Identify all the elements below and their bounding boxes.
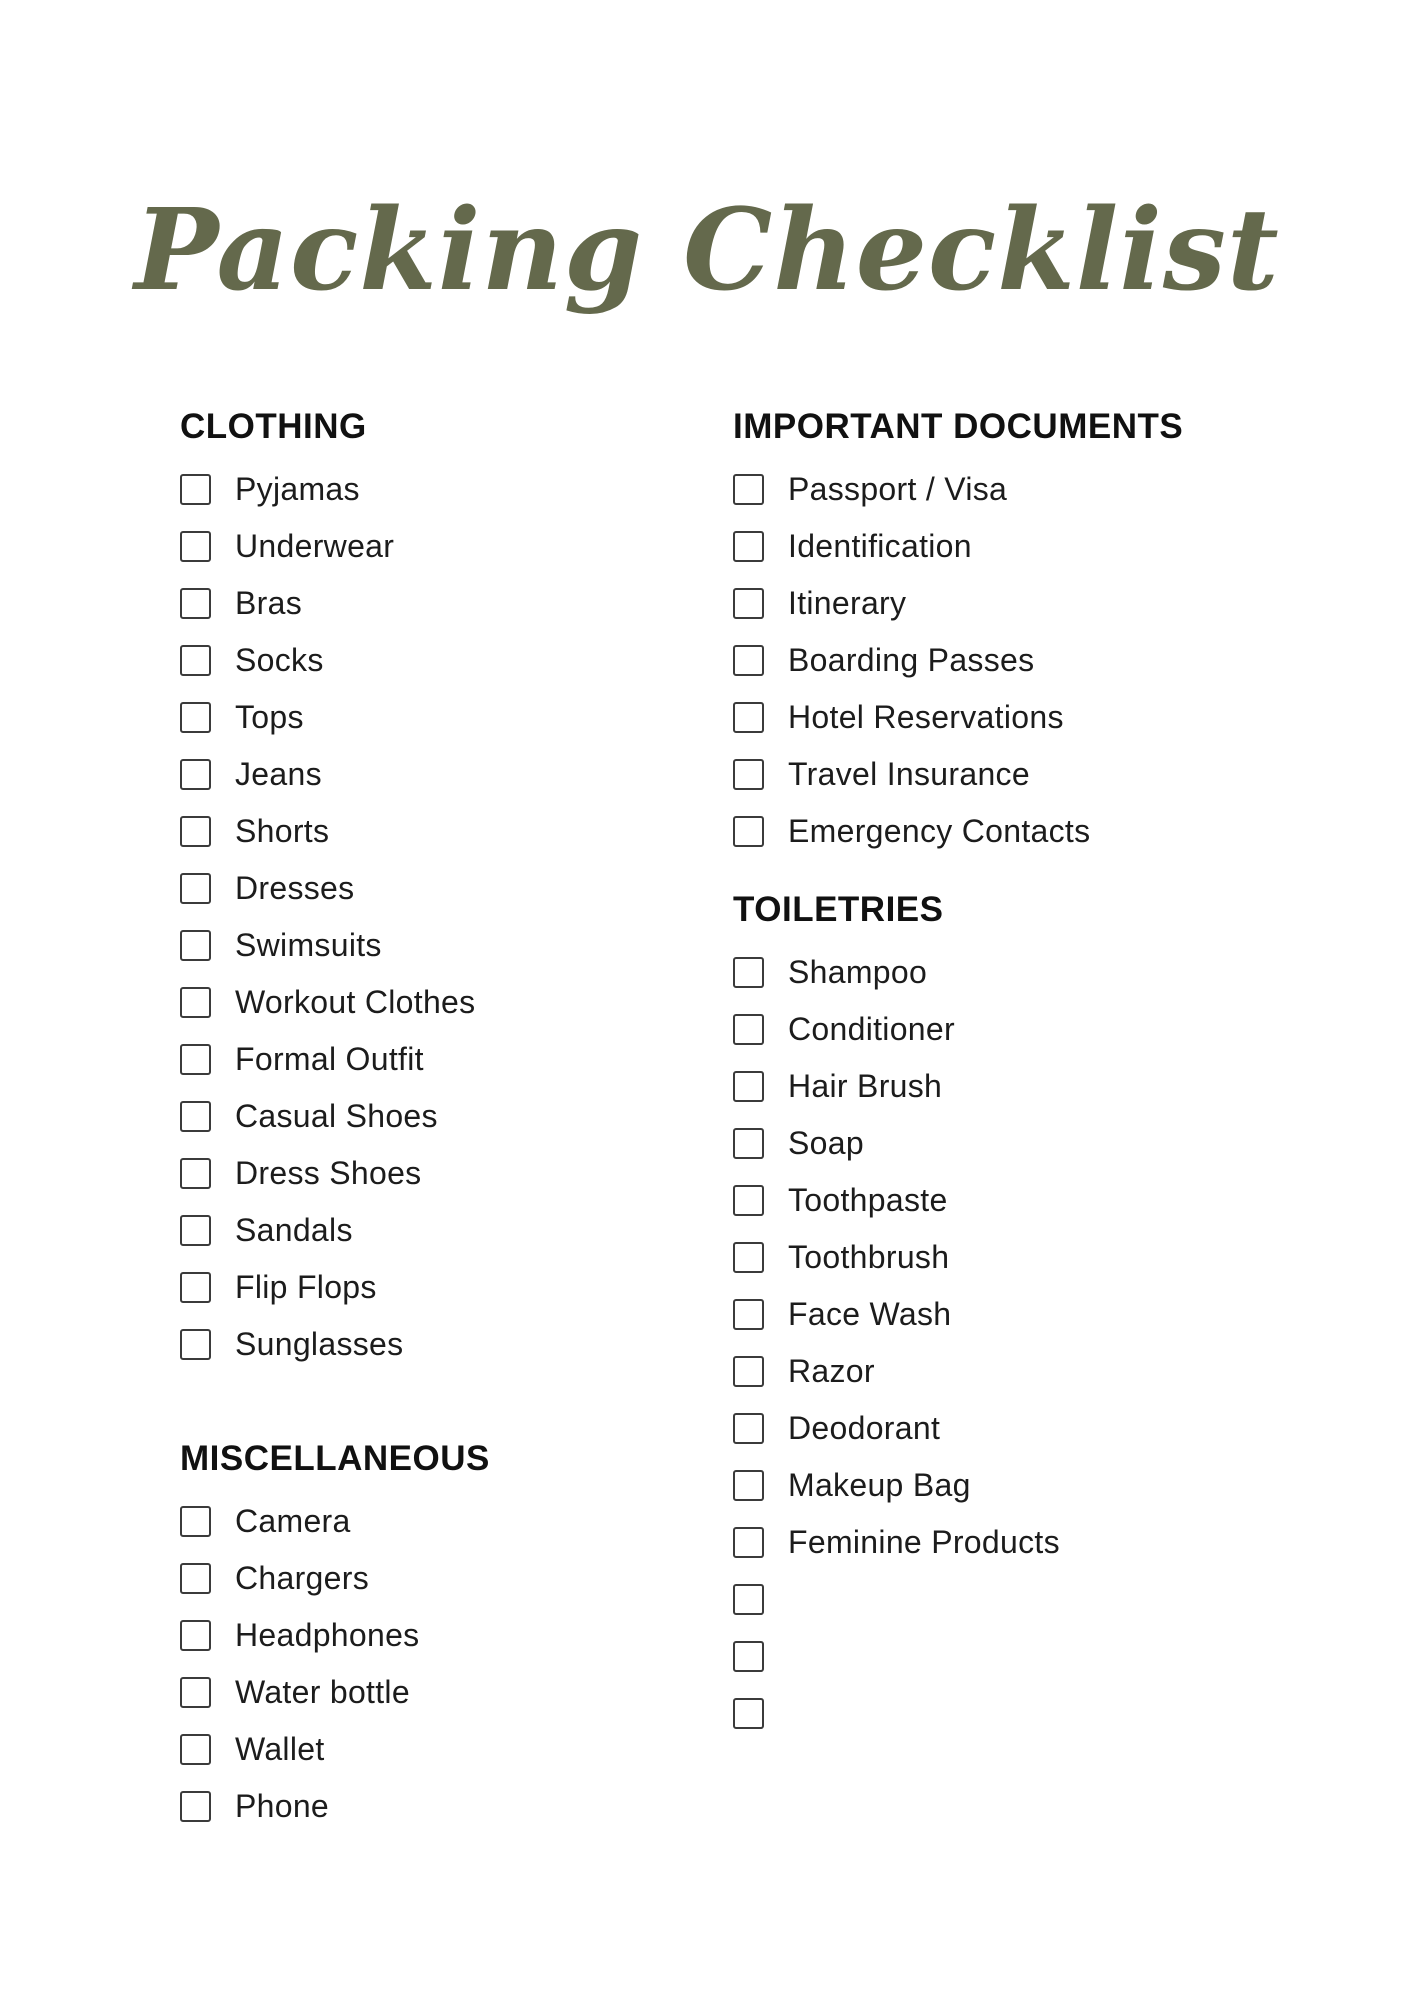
checklist-item xyxy=(733,518,1293,575)
checklist-item-label: Swimsuits xyxy=(235,927,382,963)
checkbox-unchecked-icon[interactable] xyxy=(180,1506,211,1537)
checkbox-unchecked-icon[interactable] xyxy=(733,1641,764,1672)
checklist-item xyxy=(733,1286,1293,1343)
checkbox-unchecked-icon[interactable] xyxy=(180,987,211,1018)
checkbox-unchecked-icon[interactable] xyxy=(733,957,764,988)
toiletries-list xyxy=(733,944,1293,1742)
checkbox-unchecked-icon[interactable] xyxy=(180,816,211,847)
section-heading-toiletries: TOILETRIES xyxy=(733,890,944,929)
checkbox-unchecked-icon[interactable] xyxy=(733,1071,764,1102)
checklist-item-label: Jeans xyxy=(235,756,322,792)
checklist-item-label: Tops xyxy=(235,699,304,735)
checkbox-unchecked-icon[interactable] xyxy=(733,1584,764,1615)
checklist-item xyxy=(180,1259,740,1316)
checklist-item xyxy=(733,1514,1293,1571)
checklist-item-label: Emergency Contacts xyxy=(788,813,1091,849)
checklist-item xyxy=(733,1172,1293,1229)
important-documents-list xyxy=(733,461,1293,860)
right-column xyxy=(733,405,1293,1742)
checkbox-unchecked-icon[interactable] xyxy=(180,1677,211,1708)
checklist-item xyxy=(733,803,1293,860)
checkbox-unchecked-icon[interactable] xyxy=(180,588,211,619)
page-title: Packing Checklist xyxy=(134,185,1280,316)
checklist-item xyxy=(733,944,1293,1001)
checkbox-unchecked-icon[interactable] xyxy=(180,531,211,562)
checklist-item-label: Headphones xyxy=(235,1617,420,1653)
checklist-item xyxy=(180,917,740,974)
checkbox-unchecked-icon[interactable] xyxy=(733,531,764,562)
spacer xyxy=(733,860,1293,888)
checklist-item-label: Formal Outfit xyxy=(235,1041,424,1077)
checklist-item-label: Face Wash xyxy=(788,1296,952,1332)
checklist-item xyxy=(733,1457,1293,1514)
checklist-item xyxy=(180,518,740,575)
checklist-item xyxy=(180,1721,740,1778)
checklist-item xyxy=(733,1685,1293,1742)
checklist-item-label: Dresses xyxy=(235,870,355,906)
checklist-item-label: Sunglasses xyxy=(235,1326,404,1362)
checklist-item-label: Chargers xyxy=(235,1560,370,1596)
checklist-item xyxy=(180,1145,740,1202)
checklist-item-label: Flip Flops xyxy=(235,1269,377,1305)
checkbox-unchecked-icon[interactable] xyxy=(733,816,764,847)
checkbox-unchecked-icon[interactable] xyxy=(733,1242,764,1273)
checklist-item-label: Itinerary xyxy=(788,585,907,621)
checkbox-unchecked-icon[interactable] xyxy=(733,1470,764,1501)
checklist-item xyxy=(733,746,1293,803)
checkbox-unchecked-icon[interactable] xyxy=(180,1734,211,1765)
checklist-item xyxy=(733,1628,1293,1685)
checklist-item-label: Identification xyxy=(788,528,972,564)
checkbox-unchecked-icon[interactable] xyxy=(733,1356,764,1387)
checkbox-unchecked-icon[interactable] xyxy=(180,1215,211,1246)
checklist-item xyxy=(733,689,1293,746)
checklist-item-label: Camera xyxy=(235,1503,351,1539)
clothing-list xyxy=(180,461,740,1373)
checkbox-unchecked-icon[interactable] xyxy=(180,1158,211,1189)
checklist-item-label: Soap xyxy=(788,1125,864,1161)
checklist-item-label: Conditioner xyxy=(788,1011,955,1047)
checkbox-unchecked-icon[interactable] xyxy=(733,1014,764,1045)
checklist-item xyxy=(180,461,740,518)
checklist-item-label: Deodorant xyxy=(788,1410,941,1446)
checkbox-unchecked-icon[interactable] xyxy=(733,588,764,619)
checklist-item-label: Dress Shoes xyxy=(235,1155,422,1191)
checklist-item xyxy=(180,860,740,917)
miscellaneous-section xyxy=(180,1437,740,1835)
checkbox-unchecked-icon[interactable] xyxy=(180,930,211,961)
checkbox-unchecked-icon[interactable] xyxy=(733,1128,764,1159)
checkbox-unchecked-icon[interactable] xyxy=(180,702,211,733)
checkbox-unchecked-icon[interactable] xyxy=(180,759,211,790)
checkbox-unchecked-icon[interactable] xyxy=(180,1563,211,1594)
checklist-item-label: Feminine Products xyxy=(788,1524,1060,1560)
checklist-item-label: Water bottle xyxy=(235,1674,410,1710)
checklist-item xyxy=(733,1058,1293,1115)
checklist-item xyxy=(180,575,740,632)
checklist-item xyxy=(733,632,1293,689)
checklist-item-label: Passport / Visa xyxy=(788,471,1008,507)
checkbox-unchecked-icon[interactable] xyxy=(180,1044,211,1075)
checklist-item xyxy=(180,1607,740,1664)
checklist-item-label: Toothpaste xyxy=(788,1182,948,1218)
checklist-item xyxy=(733,461,1293,518)
spacer xyxy=(180,1373,740,1437)
checklist-item xyxy=(180,1202,740,1259)
important-documents-section xyxy=(733,405,1293,860)
checkbox-unchecked-icon[interactable] xyxy=(733,1413,764,1444)
checklist-item-label: Razor xyxy=(788,1353,875,1389)
checklist-item-label: Shorts xyxy=(235,813,330,849)
checklist-item xyxy=(180,746,740,803)
checklist-item xyxy=(180,1778,740,1835)
checklist-item xyxy=(180,632,740,689)
checkbox-unchecked-icon[interactable] xyxy=(180,1329,211,1360)
checkbox-unchecked-icon[interactable] xyxy=(733,1299,764,1330)
checklist-item-label: Boarding Passes xyxy=(788,642,1035,678)
checklist-item-label: Shampoo xyxy=(788,954,928,990)
checklist-item-label: Sandals xyxy=(235,1212,353,1248)
section-heading-miscellaneous: MISCELLANEOUS xyxy=(180,1439,490,1478)
checkbox-unchecked-icon[interactable] xyxy=(180,1791,211,1822)
checklist-item xyxy=(180,1664,740,1721)
checklist-item xyxy=(180,803,740,860)
checklist-item xyxy=(180,1550,740,1607)
checklist-item xyxy=(180,1031,740,1088)
section-heading-clothing: CLOTHING xyxy=(180,407,367,446)
checklist-item-label: Casual Shoes xyxy=(235,1098,438,1134)
checklist-item-label: Underwear xyxy=(235,528,395,564)
checklist-item-label: Travel Insurance xyxy=(788,756,1030,792)
checkbox-unchecked-icon[interactable] xyxy=(733,1698,764,1729)
checklist-item-label: Hotel Reservations xyxy=(788,699,1064,735)
checklist-item-label: Workout Clothes xyxy=(235,984,476,1020)
checklist-item xyxy=(733,1400,1293,1457)
checkbox-unchecked-icon[interactable] xyxy=(733,1185,764,1216)
checklist-item xyxy=(733,575,1293,632)
checklist-item xyxy=(733,1343,1293,1400)
left-column xyxy=(180,405,740,1835)
checklist-item xyxy=(180,1493,740,1550)
checkbox-unchecked-icon[interactable] xyxy=(733,474,764,505)
miscellaneous-list xyxy=(180,1493,740,1835)
checklist-item-label: Wallet xyxy=(235,1731,325,1767)
checklist-item xyxy=(733,1115,1293,1172)
checkbox-unchecked-icon[interactable] xyxy=(733,1527,764,1558)
checklist-item-label: Makeup Bag xyxy=(788,1467,971,1503)
checkbox-unchecked-icon[interactable] xyxy=(733,759,764,790)
checkbox-unchecked-icon[interactable] xyxy=(180,873,211,904)
checkbox-unchecked-icon[interactable] xyxy=(733,645,764,676)
checklist-item-label: Bras xyxy=(235,585,302,621)
checklist-item-label: Phone xyxy=(235,1788,330,1824)
checkbox-unchecked-icon[interactable] xyxy=(180,645,211,676)
checklist-item xyxy=(180,974,740,1031)
checklist-item xyxy=(733,1001,1293,1058)
checklist-item-label: Hair Brush xyxy=(788,1068,943,1104)
checkbox-unchecked-icon[interactable] xyxy=(180,1101,211,1132)
checkbox-unchecked-icon[interactable] xyxy=(180,1620,211,1651)
section-heading-important-documents: IMPORTANT DOCUMENTS xyxy=(733,407,1184,446)
checklist-item-label: Toothbrush xyxy=(788,1239,950,1275)
checklist-item xyxy=(180,1316,740,1373)
checklist-item-label: Socks xyxy=(235,642,324,678)
checkbox-unchecked-icon[interactable] xyxy=(733,702,764,733)
checklist-item-label: Pyjamas xyxy=(235,471,360,507)
checkbox-unchecked-icon[interactable] xyxy=(180,474,211,505)
toiletries-section xyxy=(733,888,1293,1742)
checklist-item xyxy=(733,1571,1293,1628)
checkbox-unchecked-icon[interactable] xyxy=(180,1272,211,1303)
clothing-section xyxy=(180,405,740,1373)
checklist-item xyxy=(733,1229,1293,1286)
checklist-item xyxy=(180,1088,740,1145)
checklist-item xyxy=(180,689,740,746)
